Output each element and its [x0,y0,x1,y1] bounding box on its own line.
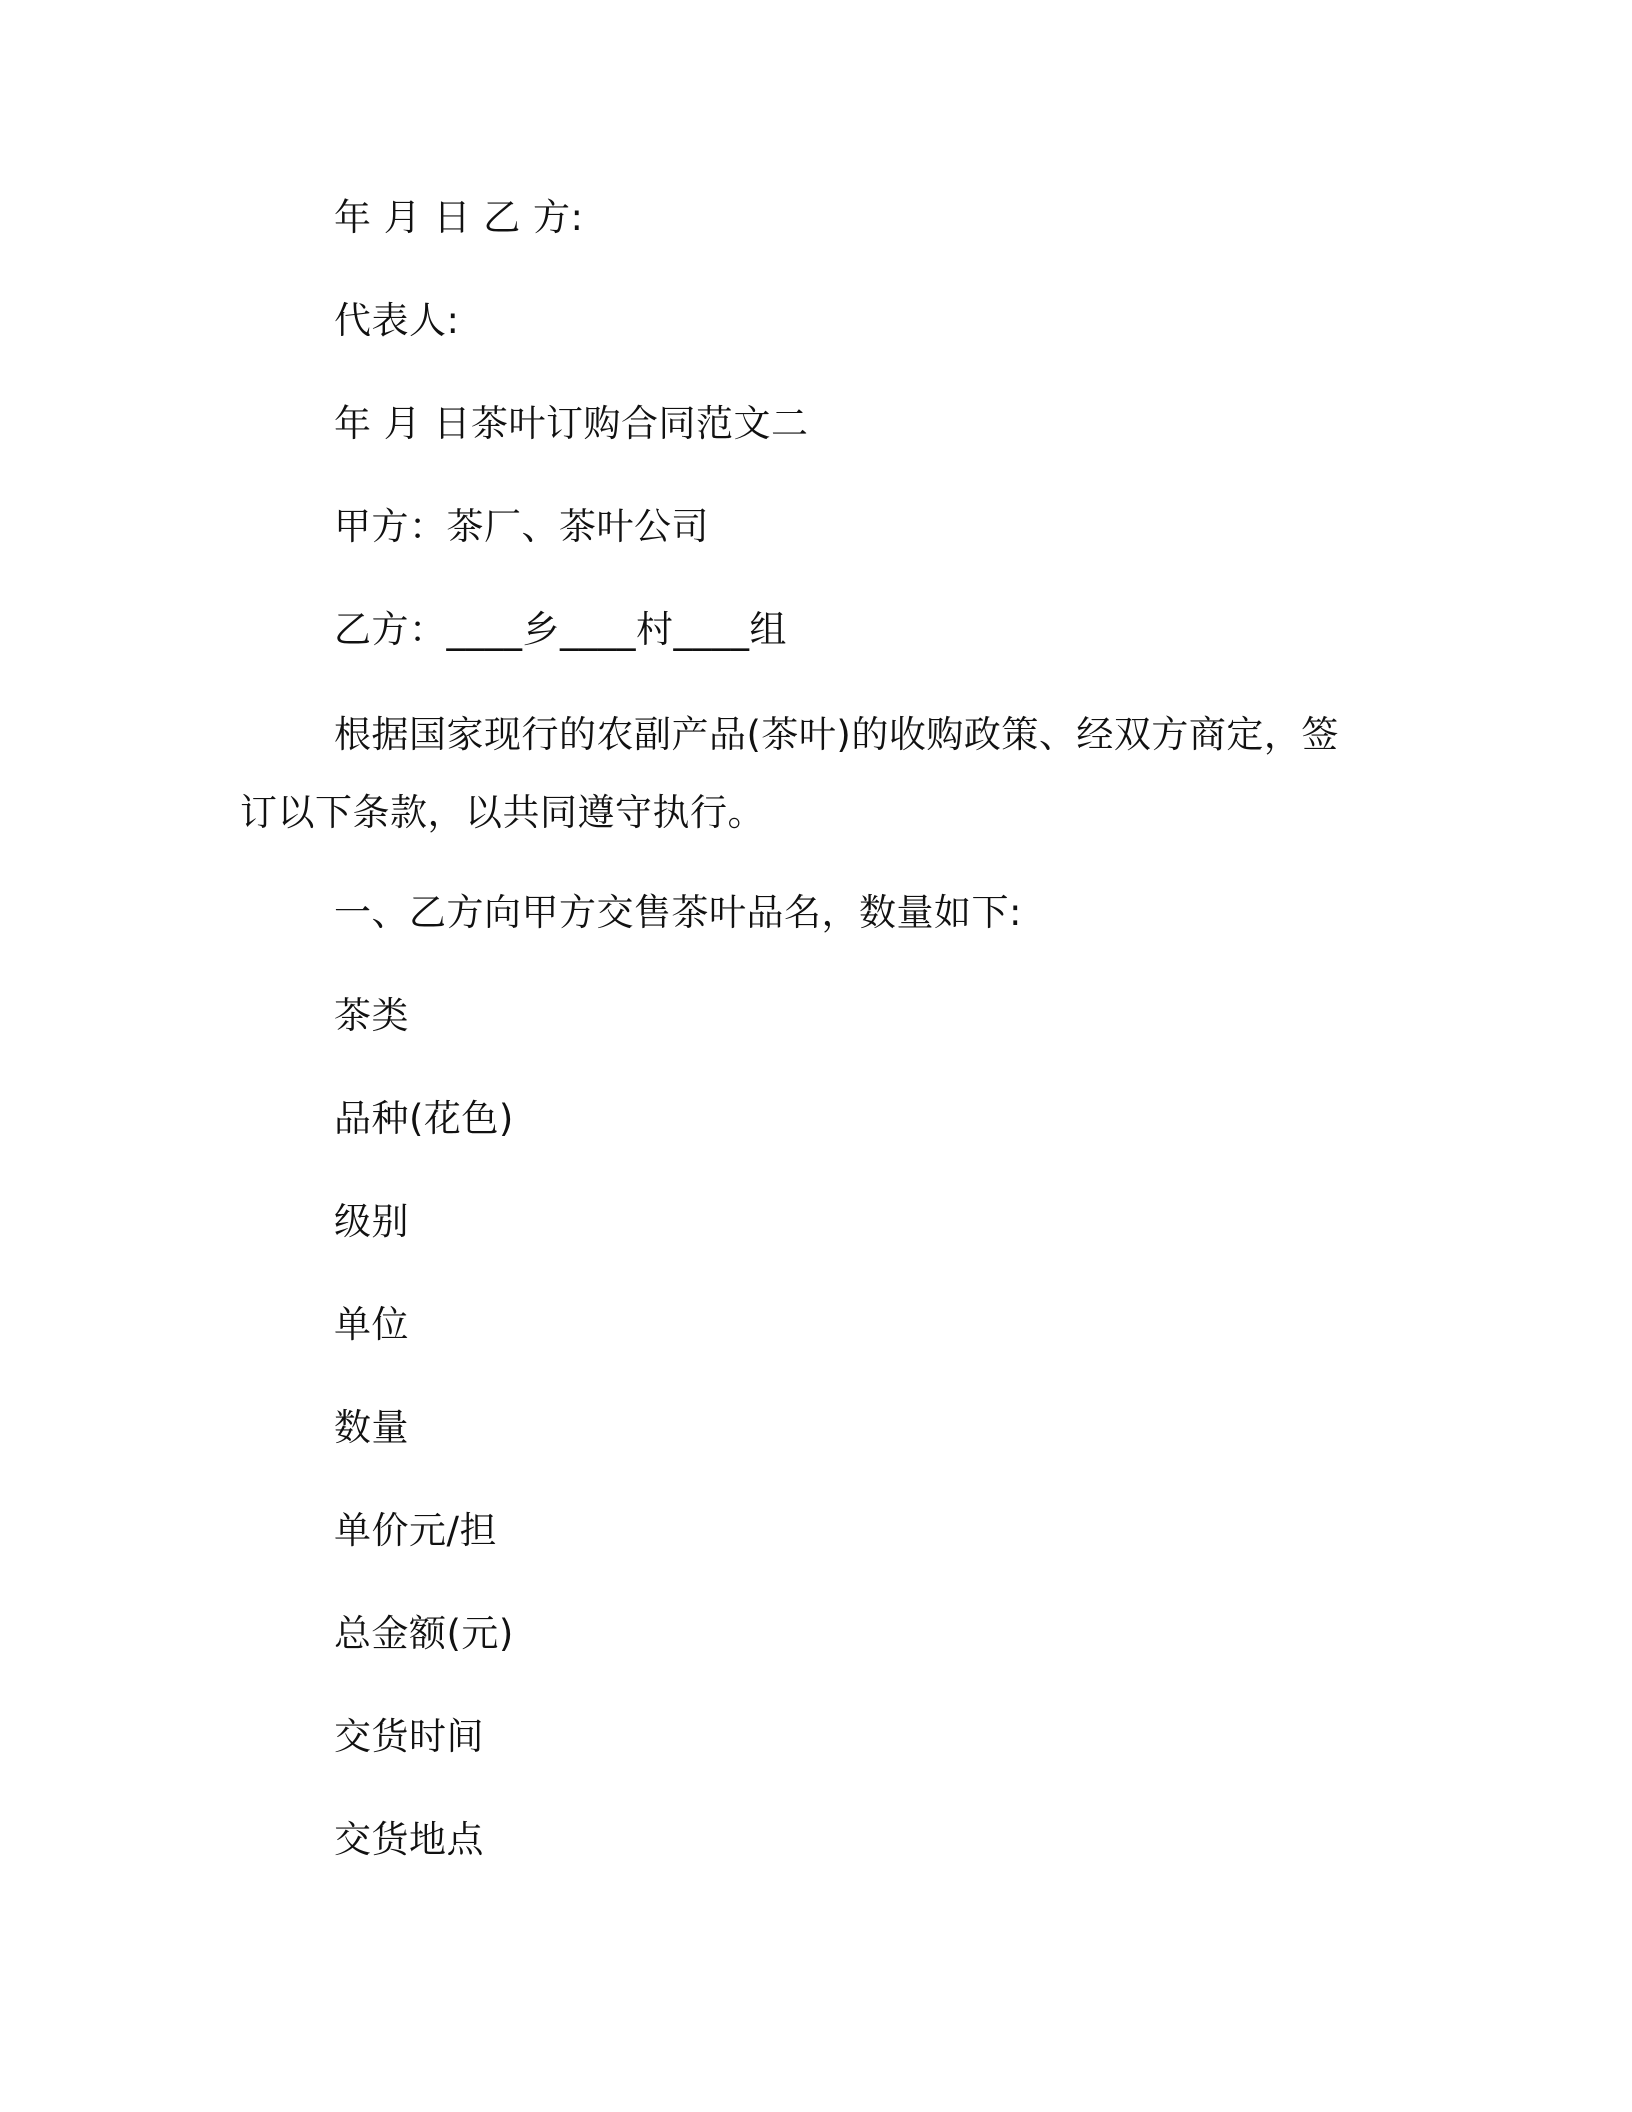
representative-line: 代表人: [334,299,460,342]
party-a-line: 甲方：茶厂、茶叶公司 [334,505,709,548]
field-total-amount: 总金额(元) [334,1612,514,1655]
field-grade: 级别 [334,1200,409,1243]
field-quantity: 数量 [334,1406,409,1449]
contract-title-line: 年 月 日茶叶订购合同范文二 [334,402,809,445]
field-unit-price: 单价元/担 [334,1509,497,1552]
party-b-line: 乙方：____乡____村____组 [334,608,787,651]
intro-paragraph: 根据国家现行的农副产品(茶叶)的收购政策、经双方商定，签订以下条款，以共同遵守执行。 [240,713,1339,834]
field-tea-type: 茶类 [334,994,409,1037]
field-delivery-place: 交货地点 [334,1818,484,1861]
field-delivery-time: 交货时间 [334,1715,484,1758]
date-party-b-line: 年 月 日 乙 方: [334,196,584,239]
clause-1-heading: 一、乙方向甲方交售茶叶品名，数量如下: [334,891,1022,934]
field-variety: 品种(花色) [334,1097,514,1140]
field-unit: 单位 [334,1303,409,1346]
